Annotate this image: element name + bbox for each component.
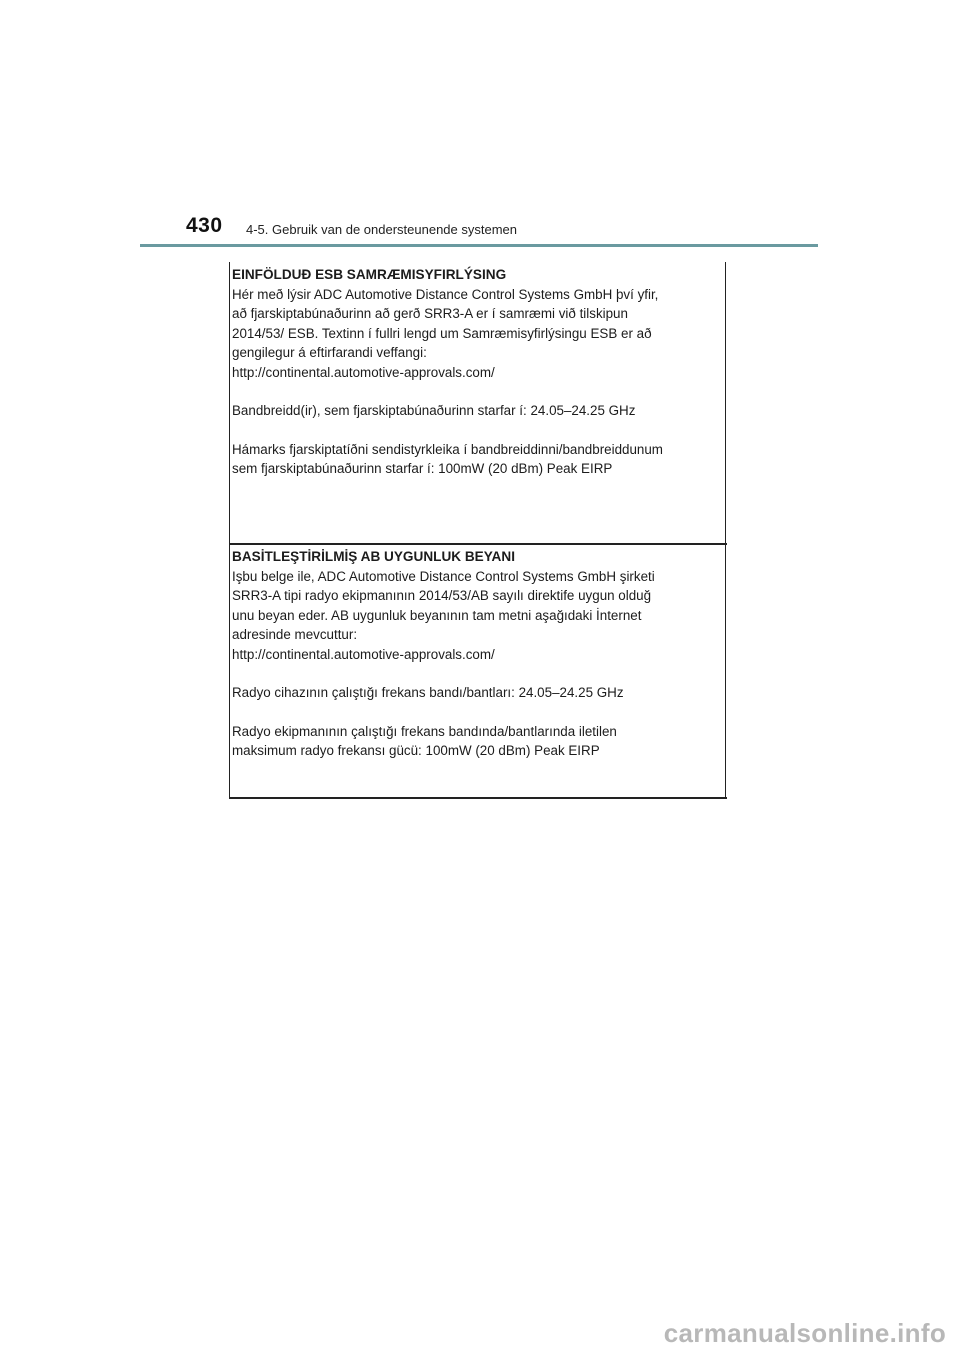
section-title: 4-5. Gebruik van de ondersteunende systemen [246, 222, 518, 237]
box-divider [229, 543, 727, 545]
page-number: 430 [186, 214, 223, 237]
power-text: Hámarks fjarskiptatíðni sendistyrkleika í bandbreiddinni/bandbreiddunum [232, 441, 663, 457]
icelandic-declaration [232, 265, 727, 479]
box-bottom-rule [229, 797, 727, 799]
declaration-body [232, 285, 727, 479]
url-text: http://continental.automotive-approvals.com/ [232, 646, 495, 662]
url-text: http://continental.automotive-approvals.com/ [232, 364, 495, 380]
site-watermark: carmanualsonline.info [663, 1318, 946, 1348]
text-line: gengilegur á eftirfarandi veffangi: [232, 345, 427, 360]
text-line: 2014/53/ ESB. Textinn í fullri lengd um Samræmisyfirlýsingu ESB er að [232, 325, 652, 341]
text-line: SRR3-A tipi radyo ekipmanının 2014/53/AB sayılı direktife uygun olduğ [232, 588, 652, 603]
text-line: að fjarskiptabúnaðurinn að gerð SRR3-A er í samræmi við tilskipun [232, 306, 628, 321]
text-line: unu beyan eder. AB uygunluk beyanının tam metni aşağıdaki İnternet [232, 607, 642, 623]
page-header [0, 0, 960, 250]
power-text: maksimum radyo frekansı gücü: 100mW (20 dBm) Peak EIRP [232, 743, 600, 758]
power-text: Radyo ekipmanının çalıştığı frekans bandında/bantlarında iletilen [232, 723, 617, 739]
text-line: adresinde mevcuttur: [232, 627, 358, 642]
text-line: Işbu belge ile, ADC Automotive Distance Control Systems GmbH şirketi [232, 568, 655, 584]
declaration-body [232, 567, 727, 761]
header-rule [140, 244, 818, 247]
bandwidth-text: Radyo cihazının çalıştığı frekans bandı/bantları: 24.05–24.25 GHz [232, 685, 624, 700]
declaration-title: EINFÖLDUÐ ESB SAMRÆMISYFIRLÝSING [232, 267, 507, 282]
power-text: sem fjarskiptabúnaðurinn starfar í: 100mW (20 dBm) Peak EIRP [232, 461, 613, 476]
bandwidth-text: Bandbreidd(ir), sem fjarskiptabúnaðurinn starfar í: 24.05–24.25 GHz [232, 403, 636, 418]
declaration-title: BASİTLEŞTİRİLMİŞ AB UYGUNLUK BEYANI [232, 549, 515, 564]
text-line: Hér með lýsir ADC Automotive Distance Control Systems GmbH því yfir, [232, 286, 659, 302]
turkish-declaration [232, 547, 727, 761]
